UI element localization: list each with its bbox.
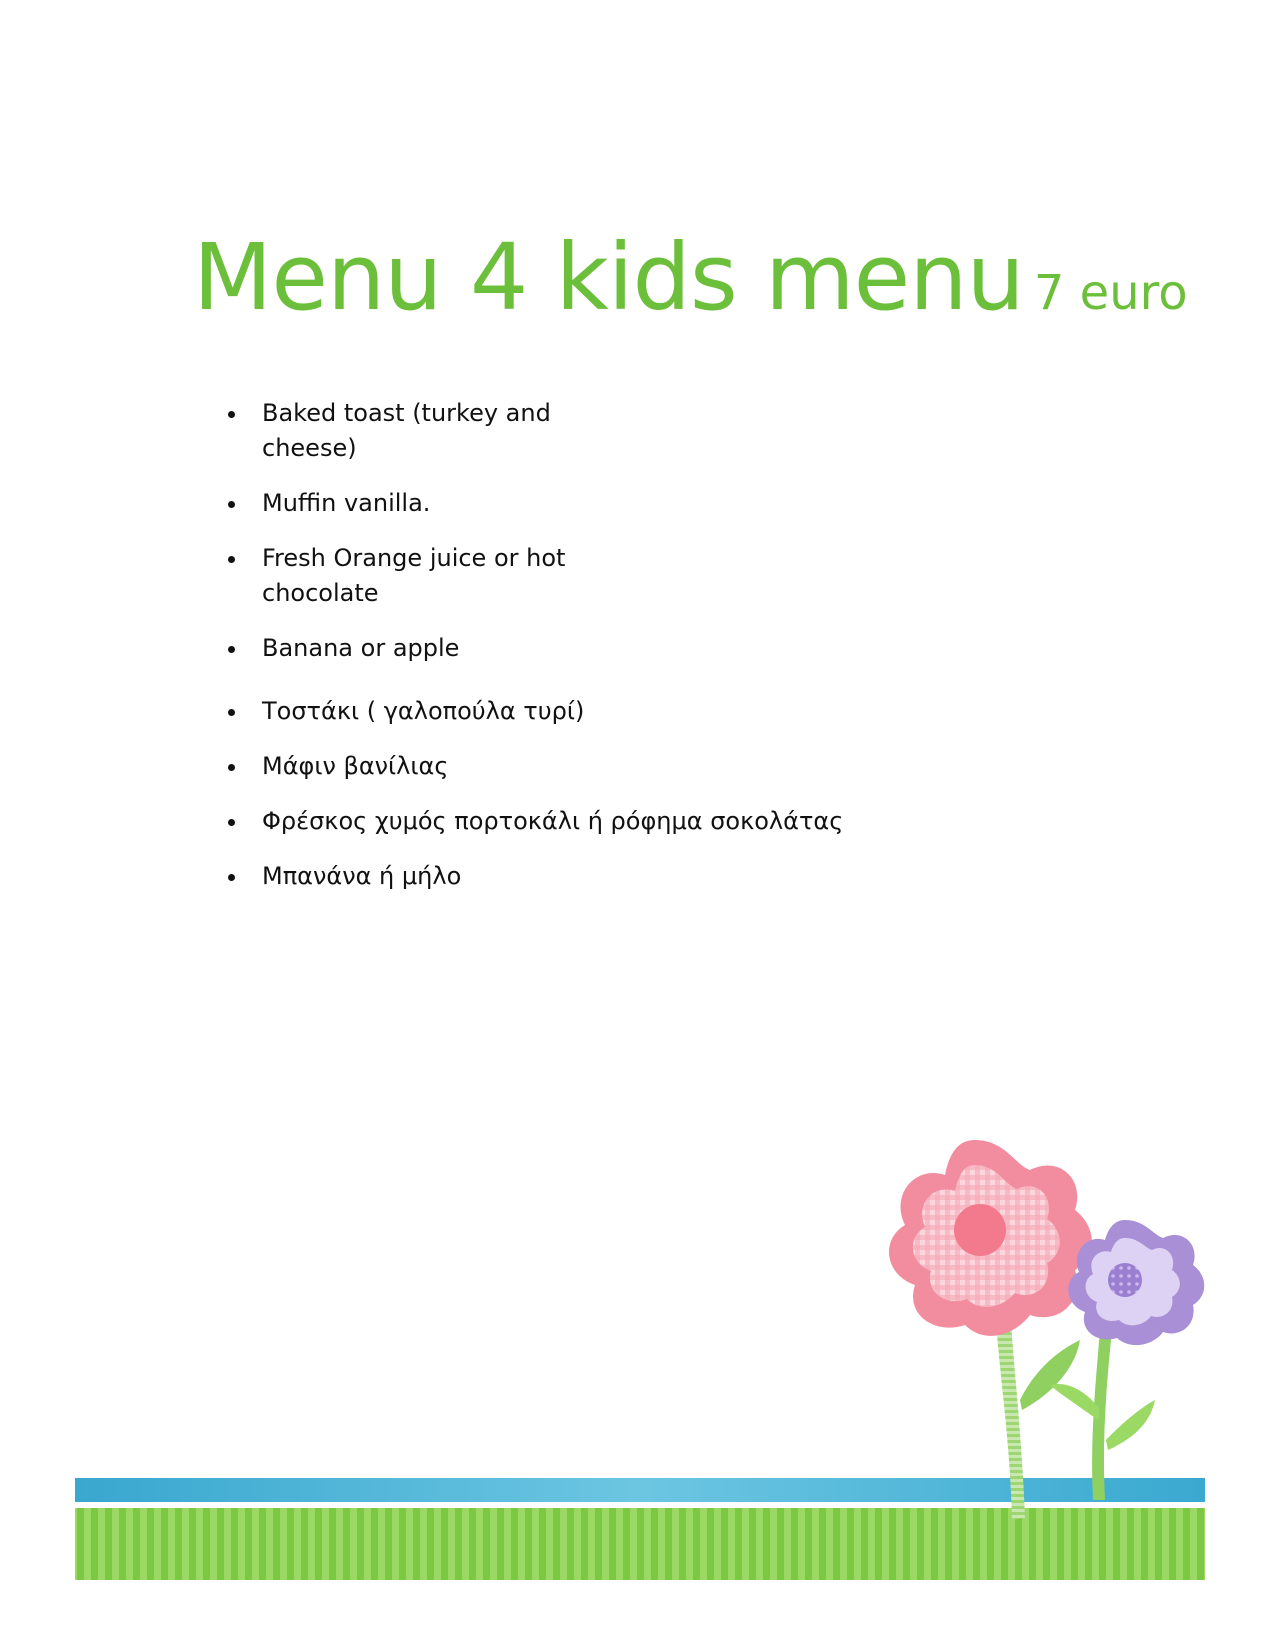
list-item: Muffin vanilla. [262, 486, 582, 521]
list-item: Φρέσκος χυμός πορτοκάλι ή ρόφημα σοκολάτας [262, 804, 882, 839]
pink-flower-icon [889, 1140, 1092, 1336]
blue-stripe [75, 1478, 1205, 1502]
list-item: Baked toast (turkey and cheese) [262, 396, 582, 466]
list-item: Μάφιν βανίλιας [262, 749, 882, 784]
menu-price: 7 euro [1033, 265, 1188, 321]
list-item: Banana or apple [262, 631, 582, 666]
menu-title-main: Menu 4 kids menu [193, 224, 1024, 331]
list-item: Μπανάνα ή μήλο [262, 859, 882, 894]
green-stripe [75, 1508, 1205, 1580]
list-item: Fresh Orange juice or hot chocolate [262, 541, 582, 611]
list-item: Τοστάκι ( γαλοπούλα τυρί) [262, 694, 882, 729]
